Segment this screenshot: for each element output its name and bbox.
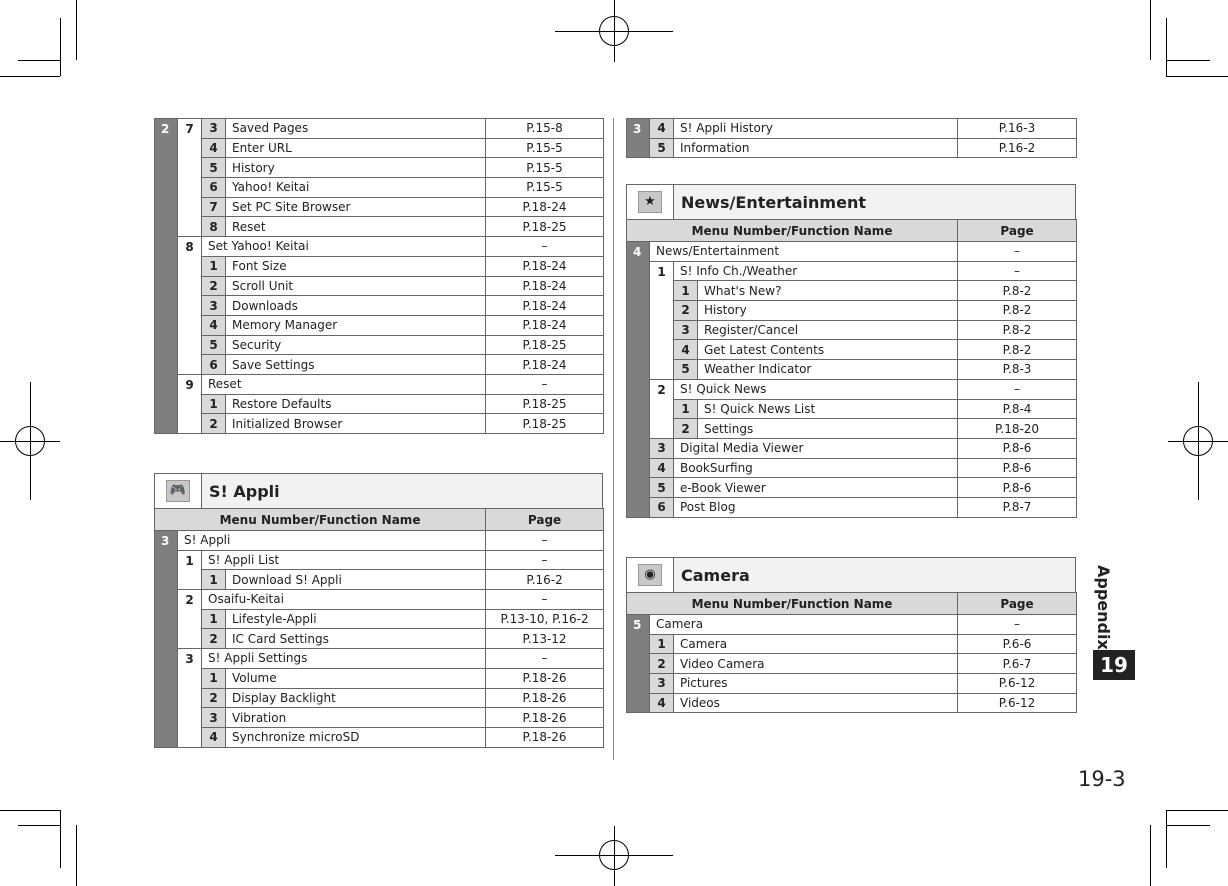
menu-number: 2 [674, 301, 698, 321]
menu-number: 3 [674, 320, 698, 340]
menu-number: 5 [202, 335, 226, 355]
function-name: Enter URL [226, 138, 486, 158]
menu-number: 1 [674, 281, 698, 301]
page-ref: P.18-24 [486, 197, 604, 217]
section-title: S! Appli [209, 482, 280, 501]
page-ref: P.18-25 [486, 335, 604, 355]
function-name: Memory Manager [226, 315, 486, 335]
table-body [627, 593, 1077, 713]
camera-icon: ◉ [638, 564, 662, 586]
function-name: Information [674, 138, 958, 158]
page-ref: P.18-26 [486, 708, 604, 728]
table-row [155, 414, 604, 434]
function-name: S! Quick News [674, 379, 958, 399]
function-name: Camera [674, 634, 958, 654]
menu-number: 3 [650, 438, 674, 458]
table-row [627, 634, 1077, 654]
table-row [155, 629, 604, 649]
page-ref: P.8-6 [958, 478, 1077, 498]
table-row [155, 256, 604, 276]
column-header-page: Page [958, 593, 1077, 615]
page-ref: P.6-12 [958, 693, 1077, 713]
function-name: Restore Defaults [226, 394, 486, 414]
table-row [155, 217, 604, 237]
menu-number: 2 [178, 590, 202, 649]
menu-number: 2 [202, 629, 226, 649]
table-row [627, 674, 1077, 694]
page-ref: P.16-3 [958, 119, 1077, 139]
function-name: Saved Pages [226, 119, 486, 139]
table-row [627, 360, 1077, 380]
menu-number: 3 [178, 649, 202, 747]
page-ref: P.8-3 [958, 360, 1077, 380]
menu-number: 9 [178, 374, 202, 433]
table-row [627, 438, 1077, 458]
function-name: BookSurfing [674, 458, 958, 478]
menu-number: 6 [202, 178, 226, 198]
menu-number: 2 [650, 654, 674, 674]
function-name: Display Backlight [226, 688, 486, 708]
news-table [626, 219, 1077, 518]
table-row [627, 281, 1077, 301]
menu-number: 4 [627, 242, 650, 518]
table-body [627, 220, 1077, 518]
menu-number: 5 [674, 360, 698, 380]
function-name: S! Info Ch./Weather [674, 261, 958, 281]
menu-number: 4 [674, 340, 698, 360]
column-header-page: Page [958, 220, 1077, 242]
page-ref: P.8-6 [958, 438, 1077, 458]
page-ref: P.16-2 [958, 138, 1077, 158]
table-row [627, 399, 1077, 419]
page-ref: P.15-8 [486, 119, 604, 139]
camera-table [626, 592, 1077, 713]
function-name: Initialized Browser [226, 414, 486, 434]
page-ref: P.18-24 [486, 256, 604, 276]
function-name: Yahoo! Keitai [226, 178, 486, 198]
function-name: Reset [202, 374, 486, 394]
menu-number: 3 [202, 119, 226, 139]
function-name: IC Card Settings [226, 629, 486, 649]
menu-number: 2 [674, 419, 698, 439]
function-name: Font Size [226, 256, 486, 276]
menu-number: 7 [178, 119, 202, 237]
page-ref: P.18-26 [486, 688, 604, 708]
gamepad-icon: 🎮 [166, 480, 190, 502]
menu-number: 1 [202, 609, 226, 629]
appendix-tab [1093, 565, 1135, 650]
page-ref: P.8-4 [958, 399, 1077, 419]
function-name: History [226, 158, 486, 178]
table-row [155, 119, 604, 139]
section-title: News/Entertainment [681, 193, 866, 212]
menu-number: 2 [155, 119, 178, 434]
table-row [155, 335, 604, 355]
page-ref: – [486, 374, 604, 394]
page-ref: – [486, 531, 604, 551]
function-name: News/Entertainment [650, 242, 958, 262]
table-row [155, 531, 604, 551]
chapter-badge: 19 [1093, 650, 1135, 680]
page-ref: P.6-12 [958, 674, 1077, 694]
function-name: Post Blog [674, 497, 958, 517]
s-appli-table [154, 508, 604, 748]
table-row [155, 708, 604, 728]
page-ref: P.18-20 [958, 419, 1077, 439]
page-ref: P.18-24 [486, 355, 604, 375]
table-header-row [627, 593, 1077, 615]
function-name: Osaifu-Keitai [202, 590, 486, 610]
menu-number: 6 [202, 355, 226, 375]
function-name: History [698, 301, 958, 321]
function-name: Reset [226, 217, 486, 237]
page-ref: P.13-12 [486, 629, 604, 649]
menu-number: 7 [202, 197, 226, 217]
menu-number: 2 [202, 688, 226, 708]
function-name: Volume [226, 668, 486, 688]
table-row [155, 394, 604, 414]
page-ref: P.8-7 [958, 497, 1077, 517]
function-name: Synchronize microSD [226, 727, 486, 747]
page-ref: – [486, 649, 604, 669]
page-ref: – [486, 550, 604, 570]
function-name: Save Settings [226, 355, 486, 375]
section-title-camera [626, 557, 1076, 593]
table-row [627, 497, 1077, 517]
page-ref: P.18-24 [486, 276, 604, 296]
function-name: S! Appli [178, 531, 486, 551]
section-title-s-appli [154, 473, 603, 509]
menu-number: 4 [202, 727, 226, 747]
table-row [155, 197, 604, 217]
column-header-name: Menu Number/Function Name [155, 509, 486, 531]
menu-number: 8 [178, 237, 202, 375]
table-row [155, 727, 604, 747]
page-ref: – [958, 379, 1077, 399]
menu-number: 2 [650, 379, 674, 438]
table-row [155, 688, 604, 708]
menu-number: 4 [650, 458, 674, 478]
function-name: Register/Cancel [698, 320, 958, 340]
page-ref: P.8-2 [958, 320, 1077, 340]
function-name: Downloads [226, 296, 486, 316]
function-name: Set PC Site Browser [226, 197, 486, 217]
table-row [155, 237, 604, 257]
section-title: Camera [681, 566, 750, 585]
function-name: Lifestyle-Appli [226, 609, 486, 629]
table-body [155, 509, 604, 748]
table-row [155, 570, 604, 590]
menu-number: 3 [650, 674, 674, 694]
menu-number: 1 [202, 570, 226, 590]
function-name: S! Quick News List [698, 399, 958, 419]
table-row [627, 654, 1077, 674]
menu-number: 8 [202, 217, 226, 237]
function-name: e-Book Viewer [674, 478, 958, 498]
function-name: Videos [674, 693, 958, 713]
table-row [627, 419, 1077, 439]
table-row [155, 649, 604, 669]
menu-number: 1 [202, 256, 226, 276]
page-ref: P.6-6 [958, 634, 1077, 654]
page-ref: P.8-6 [958, 458, 1077, 478]
table-body [627, 119, 1077, 158]
table-row [155, 276, 604, 296]
page-ref: P.18-25 [486, 394, 604, 414]
table-header-row [155, 509, 604, 531]
page-ref: P.18-26 [486, 727, 604, 747]
menu-number: 2 [202, 414, 226, 434]
page-ref: – [958, 615, 1077, 635]
menu-number: 3 [627, 119, 650, 158]
menu-number: 1 [202, 668, 226, 688]
function-name: Set Yahoo! Keitai [202, 237, 486, 257]
table-row [627, 458, 1077, 478]
menu-number: 3 [202, 296, 226, 316]
function-name: S! Appli List [202, 550, 486, 570]
page-ref: – [958, 242, 1077, 262]
page-ref: – [486, 237, 604, 257]
menu-number: 2 [202, 276, 226, 296]
menu-number: 1 [202, 394, 226, 414]
menu-number: 4 [202, 315, 226, 335]
table-row [627, 340, 1077, 360]
column-header-name: Menu Number/Function Name [627, 220, 958, 242]
page-ref: P.15-5 [486, 158, 604, 178]
menu-number: 1 [650, 261, 674, 379]
page-ref: P.8-2 [958, 281, 1077, 301]
page-ref: – [958, 261, 1077, 281]
function-name: Scroll Unit [226, 276, 486, 296]
page-ref: P.18-26 [486, 668, 604, 688]
table-row [155, 590, 604, 610]
menu-number: 5 [627, 615, 650, 713]
table-row [627, 693, 1077, 713]
function-name: Weather Indicator [698, 360, 958, 380]
table-row [627, 138, 1077, 158]
page-ref: P.6-7 [958, 654, 1077, 674]
function-name: Download S! Appli [226, 570, 486, 590]
menu-number: 3 [202, 708, 226, 728]
page-ref: P.18-24 [486, 296, 604, 316]
menu-number: 1 [674, 399, 698, 419]
table-row [155, 178, 604, 198]
table-row [155, 609, 604, 629]
function-name: Video Camera [674, 654, 958, 674]
function-name: Digital Media Viewer [674, 438, 958, 458]
browser-continued-table [154, 118, 604, 434]
menu-number: 5 [202, 158, 226, 178]
function-name: S! Appli History [674, 119, 958, 139]
table-row [627, 242, 1077, 262]
table-row [627, 261, 1077, 281]
table-row [627, 119, 1077, 139]
menu-number: 3 [155, 531, 178, 748]
page-ref: P.18-24 [486, 315, 604, 335]
table-row [627, 320, 1077, 340]
table-row [155, 374, 604, 394]
menu-number: 5 [650, 478, 674, 498]
function-name: Camera [650, 615, 958, 635]
page-ref: – [486, 590, 604, 610]
table-row [155, 138, 604, 158]
appendix-label: Appendix [1094, 565, 1113, 650]
table-row [155, 355, 604, 375]
menu-number: 1 [650, 634, 674, 654]
s-appli-continued-table [626, 118, 1077, 158]
function-name: What's New? [698, 281, 958, 301]
page-ref: P.8-2 [958, 340, 1077, 360]
function-name: Get Latest Contents [698, 340, 958, 360]
function-name: Security [226, 335, 486, 355]
function-name: Pictures [674, 674, 958, 694]
page-ref: P.13-10, P.16-2 [486, 609, 604, 629]
menu-number: 4 [650, 693, 674, 713]
page-ref: P.15-5 [486, 138, 604, 158]
page-ref: P.16-2 [486, 570, 604, 590]
table-row [627, 379, 1077, 399]
section-title-news [626, 184, 1076, 220]
page-ref: P.18-25 [486, 217, 604, 237]
function-name: Vibration [226, 708, 486, 728]
menu-number: 6 [650, 497, 674, 517]
page-ref: P.8-2 [958, 301, 1077, 321]
column-header-name: Menu Number/Function Name [627, 593, 958, 615]
table-row [155, 296, 604, 316]
table-row [627, 478, 1077, 498]
table-row [627, 301, 1077, 321]
page-ref: P.15-5 [486, 178, 604, 198]
table-row [627, 615, 1077, 635]
table-row [155, 550, 604, 570]
column-divider [613, 118, 614, 760]
function-name: S! Appli Settings [202, 649, 486, 669]
table-row [155, 315, 604, 335]
news-star-icon: ★ [638, 191, 662, 213]
table-body [155, 119, 604, 434]
table-row [155, 668, 604, 688]
table-row [155, 158, 604, 178]
menu-number: 5 [650, 138, 674, 158]
table-header-row [627, 220, 1077, 242]
menu-number: 4 [202, 138, 226, 158]
page-ref: P.18-25 [486, 414, 604, 434]
function-name: Settings [698, 419, 958, 439]
menu-number: 4 [650, 119, 674, 139]
page-number: 19-3 [1078, 767, 1126, 791]
column-header-page: Page [486, 509, 604, 531]
menu-number: 1 [178, 550, 202, 589]
